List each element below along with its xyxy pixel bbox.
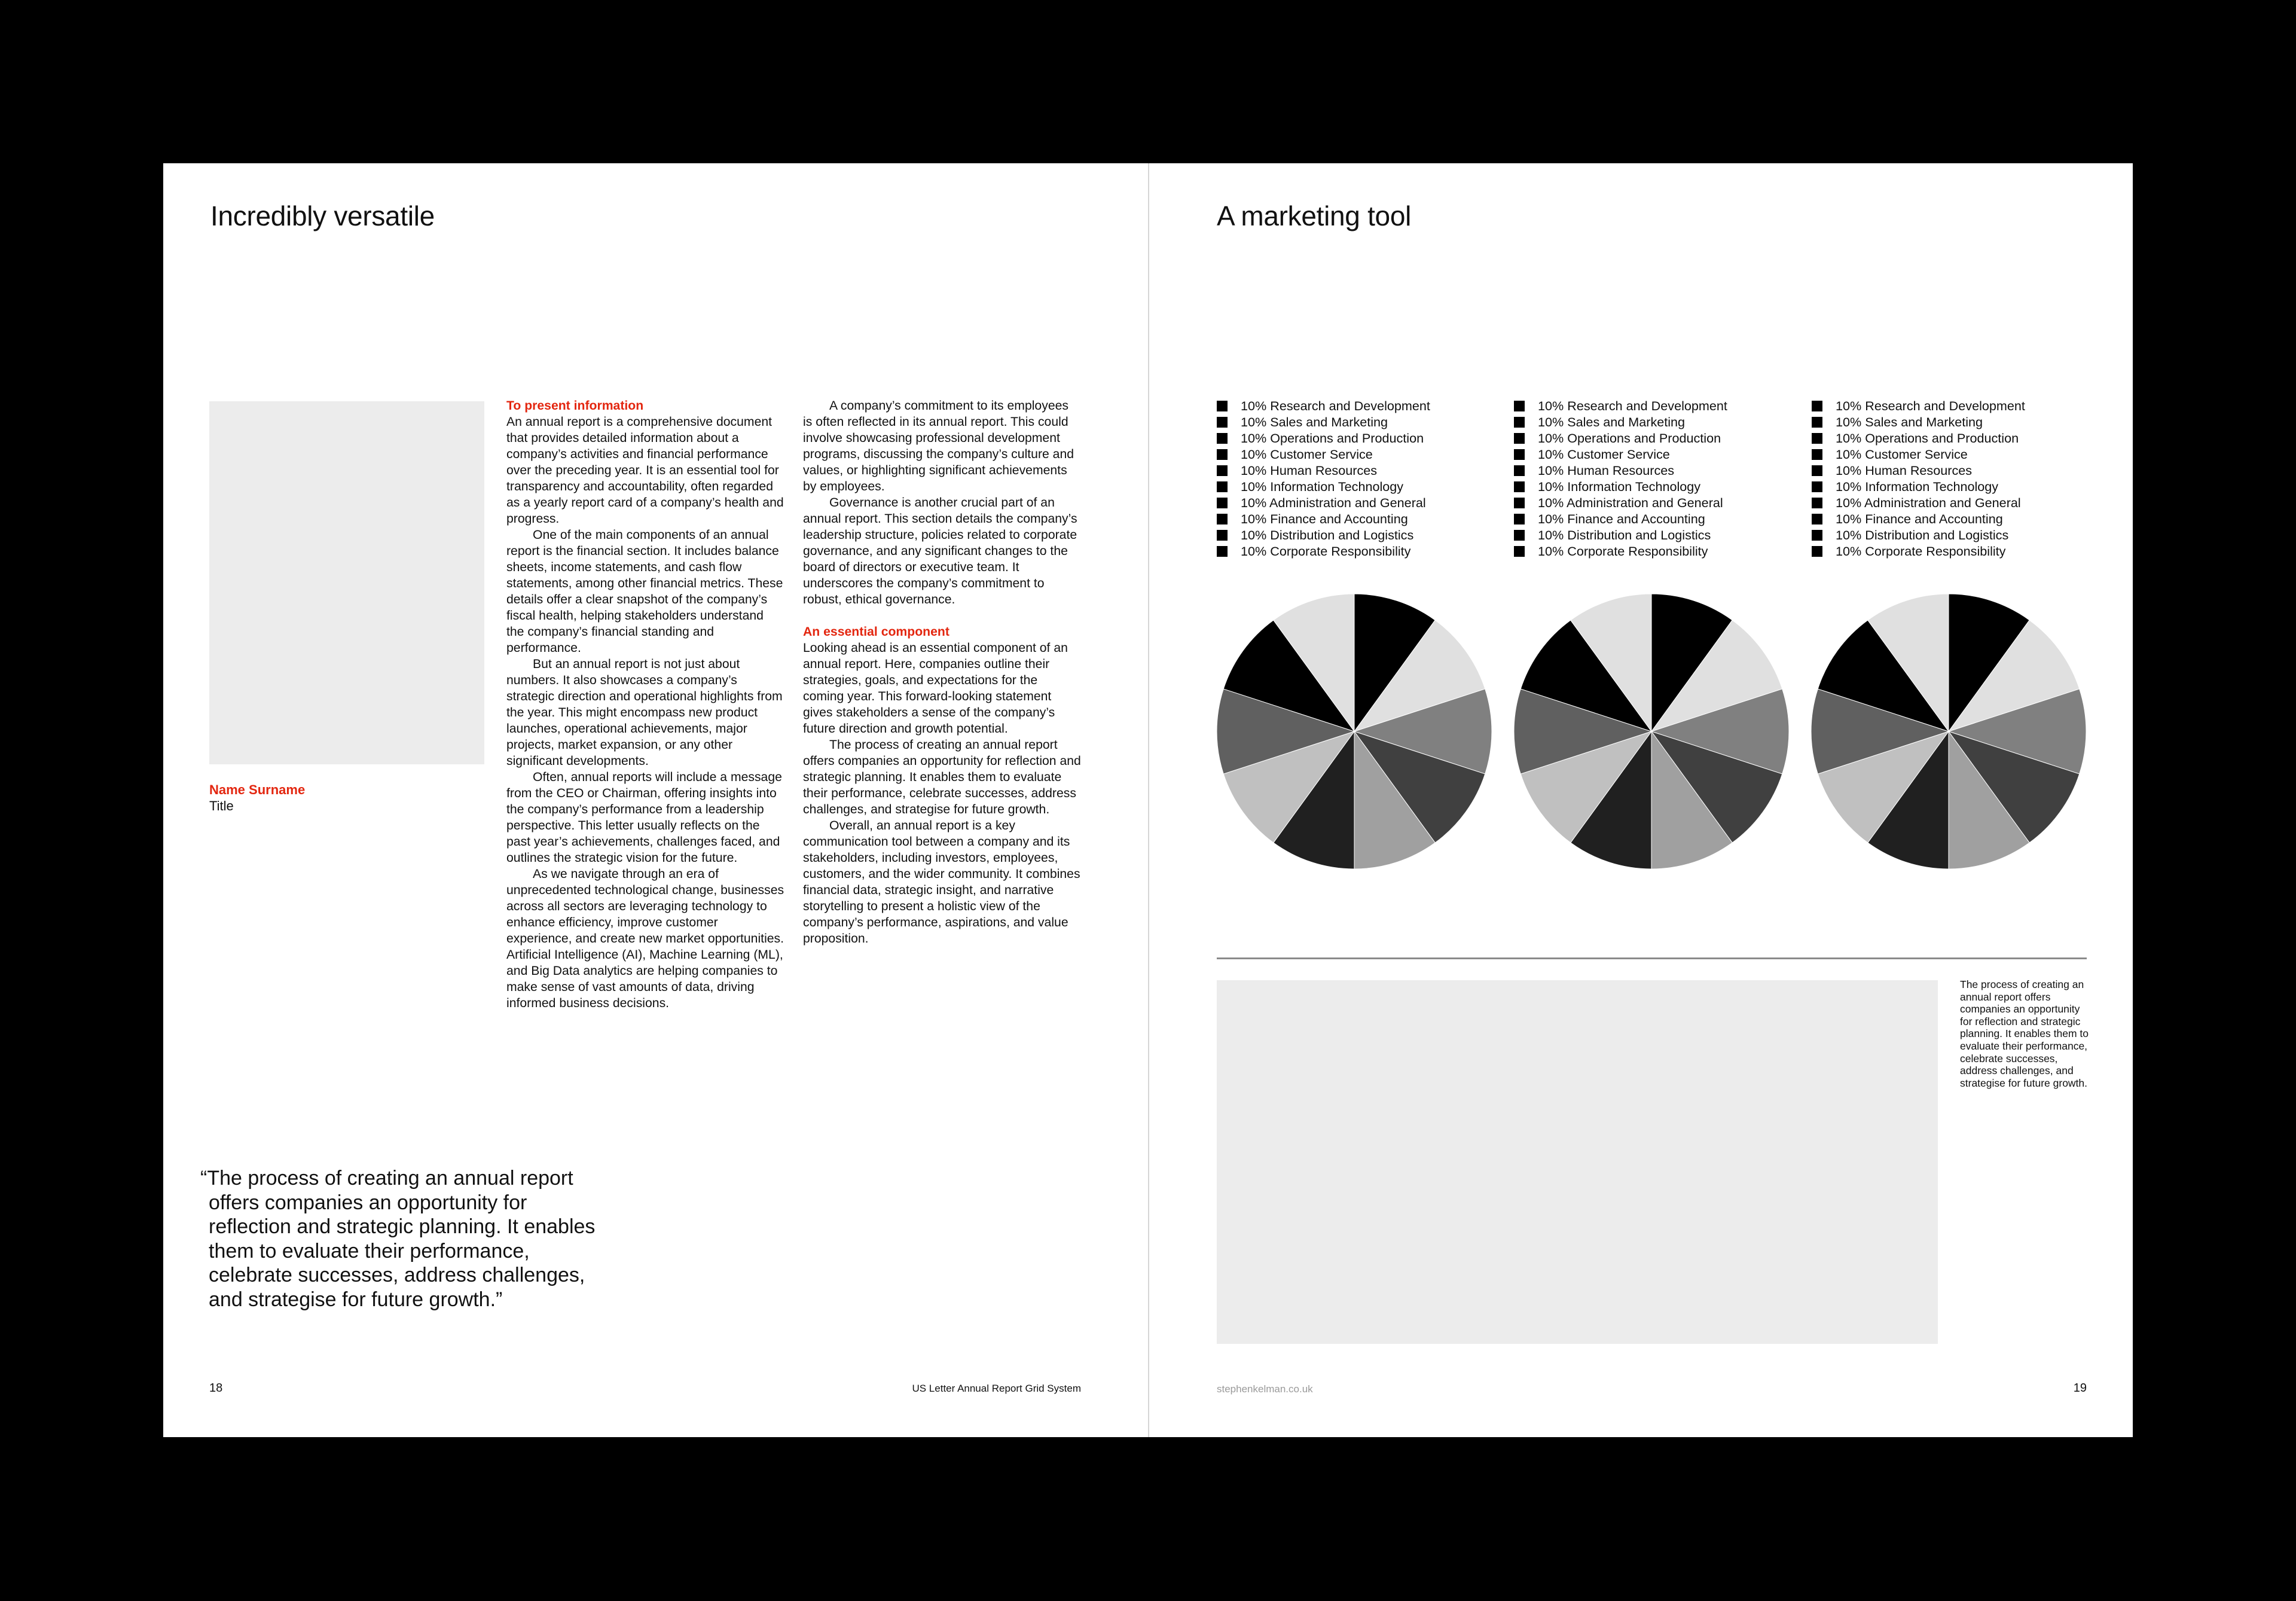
legend-item: 10% Human Resources bbox=[1217, 462, 1430, 478]
legend-swatch-icon bbox=[1514, 530, 1525, 541]
body-paragraph: But an annual report is not just about numbers. It also showcases a company’s strategic direction and operational highlights from the year. This might encompass new product launches, operational achievements, major projects, market expansion, or any other significant developments. bbox=[506, 657, 783, 768]
legend-item: 10% Human Resources bbox=[1812, 462, 2025, 478]
legend-item: 10% Information Technology bbox=[1217, 478, 1430, 495]
section-heading: To present information bbox=[506, 399, 644, 413]
horizontal-rule bbox=[1217, 957, 2087, 959]
legend-item: 10% Finance and Accounting bbox=[1812, 511, 2025, 527]
legend-swatch-icon bbox=[1217, 449, 1228, 460]
legend-swatch-icon bbox=[1514, 498, 1525, 508]
legend-item: 10% Information Technology bbox=[1514, 478, 1727, 495]
legend-swatch-icon bbox=[1514, 417, 1525, 428]
feature-image-placeholder bbox=[1217, 980, 1938, 1344]
portrait-image-placeholder bbox=[209, 401, 484, 764]
legend-swatch-icon bbox=[1812, 530, 1822, 541]
legend-swatch-icon bbox=[1514, 449, 1525, 460]
legend-item: 10% Operations and Production bbox=[1514, 430, 1727, 446]
legend-swatch-icon bbox=[1217, 514, 1228, 524]
legend-item: 10% Distribution and Logistics bbox=[1514, 527, 1727, 543]
pull-quote bbox=[200, 1166, 655, 1312]
legend-swatch-icon bbox=[1217, 546, 1228, 557]
profile-name: Name Surname bbox=[209, 782, 306, 797]
legend-swatch-icon bbox=[1217, 417, 1228, 428]
legend-item: 10% Administration and General bbox=[1217, 495, 1430, 511]
legend-item: 10% Corporate Responsibility bbox=[1812, 543, 2025, 559]
image-caption: The process of creating an annual report offers companies an opportunity for reflection and strategic planning. It enables them to evaluate their performance, celebrate successes, address challenges, and strategise for future growth. bbox=[1960, 978, 2089, 1089]
legend-swatch-icon bbox=[1812, 433, 1822, 444]
body-column-1 bbox=[506, 398, 784, 1011]
legend-item: 10% Finance and Accounting bbox=[1217, 511, 1430, 527]
pull-quote-line: “The process of creating an annual report bbox=[200, 1167, 573, 1190]
pull-quote-line: offers companies an opportunity for bbox=[209, 1191, 527, 1214]
legend-item: 10% Customer Service bbox=[1514, 446, 1727, 462]
pull-quote-line: reflection and strategic planning. It enables bbox=[209, 1215, 596, 1238]
legend-item: 10% Research and Development bbox=[1812, 398, 2025, 414]
pie-chart-3 bbox=[1811, 594, 2086, 869]
legend-swatch-icon bbox=[1812, 401, 1822, 411]
body-paragraph: Governance is another crucial part of an annual report. This section details the company’s leadership structure, policies related to corporate governance, and any significant changes to the board of directors or executive team. It underscores the company’s commitment to robust, ethical governance. bbox=[803, 496, 1077, 606]
legend-swatch-icon bbox=[1812, 481, 1822, 492]
legend-swatch-icon bbox=[1217, 433, 1228, 444]
legend-item: 10% Operations and Production bbox=[1812, 430, 2025, 446]
section-heading: An essential component bbox=[803, 625, 949, 639]
body-paragraph: An annual report is a comprehensive document that provides detailed information about a company’s activities and financial performance over the preceding year. It is an essential tool for transparency and accountability, often regarded as a yearly report card of a company’s health and progress. bbox=[506, 415, 784, 526]
pie-chart-2 bbox=[1514, 594, 1789, 869]
legend-swatch-icon bbox=[1812, 417, 1822, 428]
legend-item: 10% Human Resources bbox=[1514, 462, 1727, 478]
legend-item: 10% Corporate Responsibility bbox=[1217, 543, 1430, 559]
legend-item: 10% Distribution and Logistics bbox=[1217, 527, 1430, 543]
legend-swatch-icon bbox=[1217, 465, 1228, 476]
legend-swatch-icon bbox=[1514, 433, 1525, 444]
legend-swatch-icon bbox=[1217, 498, 1228, 508]
legend-swatch-icon bbox=[1217, 401, 1228, 411]
legend-swatch-icon bbox=[1514, 465, 1525, 476]
pie-chart-1 bbox=[1217, 594, 1492, 869]
body-column-2 bbox=[803, 398, 1081, 947]
book-spread bbox=[163, 163, 2133, 1437]
right-page-title: A marketing tool bbox=[1217, 200, 1412, 231]
legend-item: 10% Research and Development bbox=[1217, 398, 1430, 414]
legend-swatch-icon bbox=[1217, 481, 1228, 492]
legend-item: 10% Research and Development bbox=[1514, 398, 1727, 414]
legend-swatch-icon bbox=[1514, 546, 1525, 557]
profile-caption bbox=[209, 782, 484, 814]
body-paragraph: The process of creating an annual report offers companies an opportunity for reflection and strategic planning. It enables them to evaluate their performance, celebrate successes, address challenges, and strategise for future growth. bbox=[803, 738, 1081, 816]
legend-swatch-icon bbox=[1812, 449, 1822, 460]
legend-swatch-icon bbox=[1514, 401, 1525, 411]
profile-role: Title bbox=[209, 798, 234, 813]
legend-item: 10% Distribution and Logistics bbox=[1812, 527, 2025, 543]
legend-item: 10% Finance and Accounting bbox=[1514, 511, 1727, 527]
body-paragraph: As we navigate through an era of unprecedented technological change, businesses across all sectors are leveraging technology to enhance efficiency, improve customer experience, and create new market opportunities. Artificial Intelligence (AI), Machine Learning (ML), and Big Data analytics are helping companies to make sense of vast amounts of data, driving informed business decisions. bbox=[506, 867, 784, 1010]
legend-swatch-icon bbox=[1514, 514, 1525, 524]
legend-item: 10% Corporate Responsibility bbox=[1514, 543, 1727, 559]
body-paragraph: Looking ahead is an essential component of an annual report. Here, companies outline their strategies, goals, and expectations for the coming year. This forward-looking statement gives stakeholders a sense of the company’s future direction and growth potential. bbox=[803, 641, 1068, 736]
left-page-number: 18 bbox=[209, 1382, 223, 1395]
legend-swatch-icon bbox=[1812, 465, 1822, 476]
legend-item: 10% Customer Service bbox=[1217, 446, 1430, 462]
legend-item: 10% Sales and Marketing bbox=[1812, 414, 2025, 430]
legend-swatch-icon bbox=[1217, 530, 1228, 541]
pull-quote-line: and strategise for future growth.” bbox=[209, 1288, 503, 1311]
body-paragraph: A company’s commitment to its employees is often reflected in its annual report. This could involve showcasing professional development programs, discussing the company’s culture and values, or highlighting significant achievements by employees. bbox=[803, 399, 1074, 493]
legend-swatch-icon bbox=[1812, 546, 1822, 557]
pie-legend-1 bbox=[1217, 398, 1430, 559]
body-paragraph: Often, annual reports will include a message from the CEO or Chairman, offering insights into the company’s performance from a leadership perspective. This letter usually reflects on the past year’s achievements, challenges faced, and outlines the strategic vision for the future. bbox=[506, 770, 782, 865]
legend-swatch-icon bbox=[1812, 498, 1822, 508]
legend-item: 10% Sales and Marketing bbox=[1514, 414, 1727, 430]
spine-divider bbox=[1148, 163, 1149, 1437]
pull-quote-line: celebrate successes, address challenges, bbox=[209, 1264, 585, 1286]
running-title: US Letter Annual Report Grid System bbox=[912, 1383, 1081, 1394]
legend-item: 10% Administration and General bbox=[1812, 495, 2025, 511]
legend-item: 10% Operations and Production bbox=[1217, 430, 1430, 446]
right-page-number: 19 bbox=[2073, 1382, 2087, 1395]
pull-quote-line: them to evaluate their performance, bbox=[209, 1239, 530, 1262]
legend-swatch-icon bbox=[1514, 481, 1525, 492]
body-paragraph: Overall, an annual report is a key communication tool between a company and its stakeholders, including investors, employees, customers, and the wider community. It combines financial data, strategic insight, and narrative storytelling to present a holistic view of the company’s performance, aspirations, and value proposition. bbox=[803, 819, 1080, 946]
body-paragraph: One of the main components of an annual report is the financial section. It includes balance sheets, income statements, and cash flow statements, among other financial metrics. These details offer a clear snapshot of the company’s fiscal health, helping stakeholders understand the company’s financial standing and performance. bbox=[506, 528, 783, 655]
legend-item: 10% Administration and General bbox=[1514, 495, 1727, 511]
legend-swatch-icon bbox=[1812, 514, 1822, 524]
legend-item: 10% Sales and Marketing bbox=[1217, 414, 1430, 430]
legend-item: 10% Customer Service bbox=[1812, 446, 2025, 462]
pie-legend-2 bbox=[1514, 398, 1727, 559]
pie-legend-3 bbox=[1812, 398, 2025, 559]
legend-item: 10% Information Technology bbox=[1812, 478, 2025, 495]
left-page-title: Incredibly versatile bbox=[210, 200, 435, 231]
website-link[interactable]: stephenkelman.co.uk bbox=[1217, 1383, 1313, 1395]
